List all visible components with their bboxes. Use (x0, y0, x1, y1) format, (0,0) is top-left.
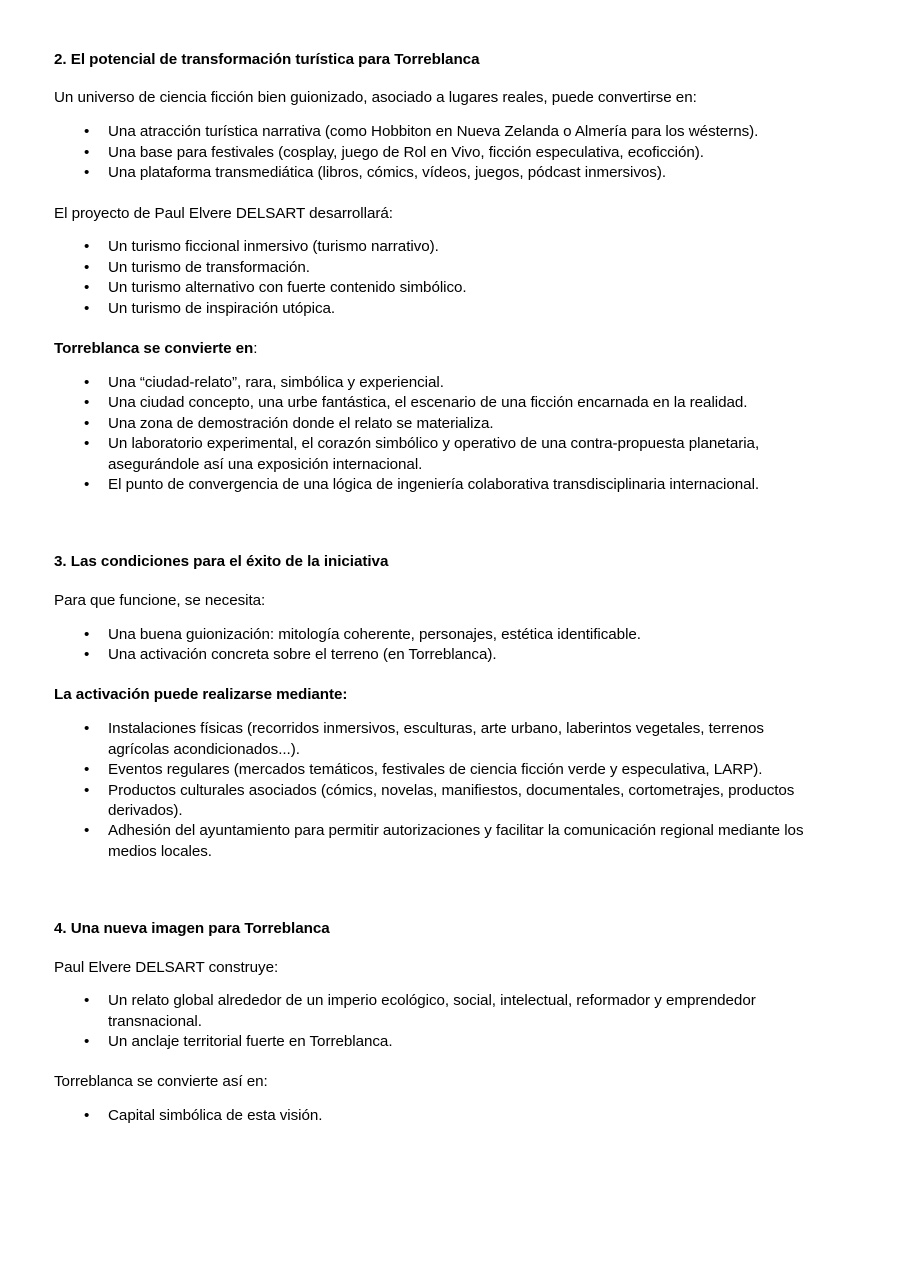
section-4-bullet-list-1 (54, 991, 829, 1052)
list-item (54, 163, 829, 183)
bullet-icon: • (84, 258, 90, 276)
list-item (54, 991, 829, 1032)
list-item (54, 258, 829, 278)
list-item (54, 237, 829, 257)
bullet-icon: • (84, 238, 90, 256)
section-3-lead-2: La activación puede realizarse mediante: (54, 686, 348, 704)
bullet-icon: • (84, 1033, 90, 1051)
list-item (54, 1106, 829, 1126)
section-4-intro-paragraph: Paul Elvere DELSART construye: (54, 958, 279, 976)
bullet-icon: • (84, 822, 90, 840)
list-item (54, 373, 829, 393)
list-item (54, 414, 829, 434)
section-heading-2: 2. El potencial de transformación turística para Torreblanca (54, 51, 480, 68)
section-2-lead-3-colon: : (253, 340, 258, 358)
list-item-text: Un anclaje territorial fuerte en Torreblanca. (108, 1033, 393, 1051)
section-4-lead-2: Torreblanca se convierte así en: (54, 1072, 268, 1090)
list-item-text: Un turismo de transformación. (108, 258, 310, 276)
bullet-icon: • (84, 373, 90, 391)
list-item (54, 434, 829, 475)
bullet-icon: • (84, 123, 90, 141)
list-item-text: Una base para festivales (cosplay, juego de Rol en Vivo, ficción especulativa, ecoficción). (108, 143, 704, 161)
section-2-bullet-list-3 (54, 373, 829, 496)
list-item-text: Una ciudad concepto, una urbe fantástica, el escenario de una ficción encarnada en la realidad. (108, 394, 748, 412)
bullet-icon: • (84, 394, 90, 412)
list-item (54, 299, 829, 319)
list-item-text: Una “ciudad-relato”, rara, simbólica y experiencial. (108, 373, 444, 391)
list-item-text: Un turismo alternativo con fuerte contenido simbólico. (108, 279, 467, 297)
bullet-icon: • (84, 164, 90, 182)
list-item (54, 821, 829, 862)
section-3-bullet-list-2 (54, 719, 829, 862)
section-2-intro-paragraph: Un universo de ciencia ficción bien guionizado, asociado a lugares reales, puede convertirse en: (54, 89, 697, 107)
section-heading-4: 4. Una nueva imagen para Torreblanca (54, 920, 330, 938)
section-2-lead-3-bold-text: Torreblanca se convierte en (54, 340, 254, 358)
section-2-lead-3 (54, 339, 829, 359)
list-item (54, 719, 829, 760)
list-item (54, 781, 829, 822)
list-item (54, 393, 829, 413)
list-item-text: Adhesión del ayuntamiento para permitir autorizaciones y facilitar la comunicación regional mediante los medios locales. (108, 822, 804, 860)
list-item (54, 122, 829, 142)
bullet-icon: • (84, 414, 90, 432)
bullet-icon: • (84, 143, 90, 161)
list-item-text: El punto de convergencia de una lógica de ingeniería colaborativa transdisciplinaria internacional. (108, 475, 760, 493)
section-4-bullet-list-2 (54, 1106, 829, 1126)
list-item (54, 278, 829, 298)
list-item (54, 475, 829, 495)
list-item-text: Una zona de demostración donde el relato se materializa. (108, 414, 494, 432)
bullet-icon: • (84, 761, 90, 779)
list-item (54, 760, 829, 780)
list-item-text: Instalaciones físicas (recorridos inmersivos, esculturas, arte urbano, laberintos vegetales, terrenos agrícolas acondicionados...). (108, 720, 764, 758)
list-item (54, 143, 829, 163)
list-item-text: Capital simbólica de esta visión. (108, 1106, 323, 1124)
list-item (54, 645, 829, 665)
list-item-text: Productos culturales asociados (cómics, novelas, manifiestos, documentales, cortometrajes, productos derivados). (108, 781, 795, 819)
list-item (54, 1032, 829, 1052)
list-item-text: Una atracción turística narrativa (como Hobbiton en Nueva Zelanda o Almería para los wésterns). (108, 123, 759, 141)
bullet-icon: • (84, 781, 90, 799)
list-item (54, 625, 829, 645)
bullet-icon: • (84, 435, 90, 453)
section-3-intro-paragraph: Para que funcione, se necesita: (54, 591, 266, 609)
list-item-text: Una plataforma transmediática (libros, cómics, vídeos, juegos, pódcast inmersivos). (108, 164, 667, 182)
section-3-bullet-list-1 (54, 625, 829, 666)
section-2-bullet-list-1 (54, 122, 829, 183)
section-2-bullet-list-2 (54, 237, 829, 319)
list-item-text: Eventos regulares (mercados temáticos, festivales de ciencia ficción verde y especulativa, LARP). (108, 761, 763, 779)
bullet-icon: • (84, 299, 90, 317)
bullet-icon: • (84, 625, 90, 643)
bullet-icon: • (84, 475, 90, 493)
list-item-text: Una activación concreta sobre el terreno (en Torreblanca). (108, 646, 497, 664)
bullet-icon: • (84, 720, 90, 738)
bullet-icon: • (84, 646, 90, 664)
section-2-lead-2: El proyecto de Paul Elvere DELSART desarrollará: (54, 204, 393, 222)
list-item-text: Un turismo de inspiración utópica. (108, 299, 336, 317)
list-item-text: Un relato global alrededor de un imperio ecológico, social, intelectual, reformador y emprendedor transnacional. (108, 992, 756, 1030)
list-item-text: Una buena guionización: mitología coherente, personajes, estética identificable. (108, 625, 641, 643)
document-body (54, 50, 829, 1126)
bullet-icon: • (84, 279, 90, 297)
section-heading-3: 3. Las condiciones para el éxito de la iniciativa (54, 553, 389, 571)
list-item-text: Un laboratorio experimental, el corazón simbólico y operativo de una contra-propuesta planetaria, asegurándole así una exposición internacional. (108, 435, 760, 473)
bullet-icon: • (84, 992, 90, 1010)
list-item-text: Un turismo ficcional inmersivo (turismo narrativo). (108, 238, 439, 256)
bullet-icon: • (84, 1106, 90, 1124)
